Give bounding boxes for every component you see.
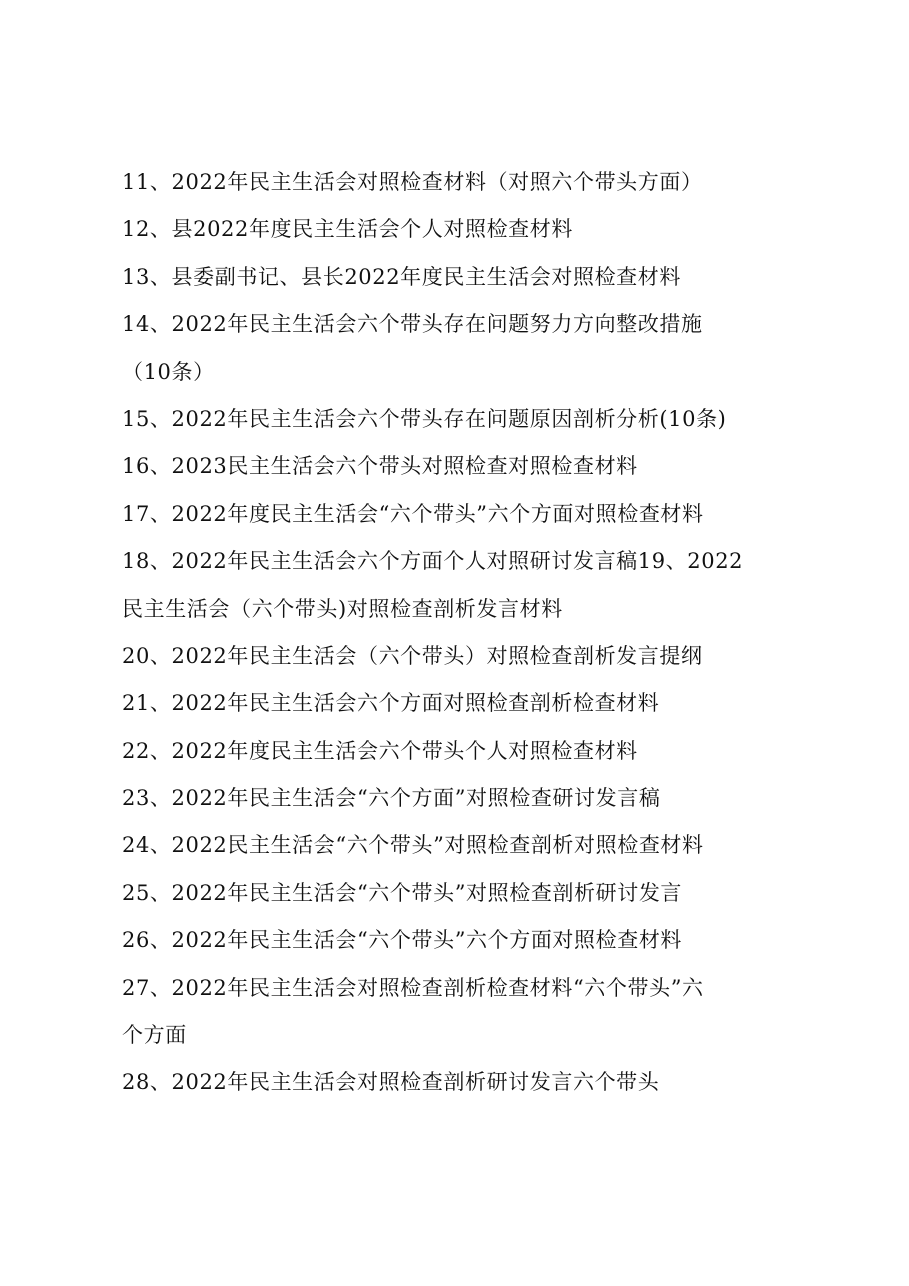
list-item-16: 16、2023民主生活会六个带头对照检查对照检查材料 xyxy=(122,454,638,479)
list-item-11: 11、2022年民主生活会对照检查材料（对照六个带头方面） xyxy=(122,170,703,194)
list-item-19-continued: 民主生活会（六个带头)对照检查剖析发言材料 xyxy=(122,596,563,621)
list-item-21: 21、2022年民主生活会六个方面对照检查剖析检查材料 xyxy=(122,691,660,716)
list-item-27-continued: 个方面 xyxy=(122,1023,187,1048)
list-item-25: 25、2022年民主生活会“六个带头”对照检查剖析研讨发言 xyxy=(122,880,683,905)
list-item-14: 14、2022年民主生活会六个带头存在问题努力方向整改措施 xyxy=(122,312,703,337)
document-list xyxy=(122,159,797,1107)
list-item-28: 28、2022年民主生活会对照检查剖析研讨发言六个带头 xyxy=(122,1070,660,1095)
list-item-26: 26、2022年民主生活会“六个带头”六个方面对照检查材料 xyxy=(122,928,683,953)
list-item-22: 22、2022年度民主生活会六个带头个人对照检查材料 xyxy=(122,738,638,763)
list-item-15: 15、2022年民主生活会六个带头存在问题原因剖析分析(10条) xyxy=(122,406,727,431)
list-item-24: 24、2022民主生活会“六个带头”对照检查剖析对照检查材料 xyxy=(122,833,704,858)
list-item-27: 27、2022年民主生活会对照检查剖析检查材料“六个带头”六 xyxy=(122,975,704,1000)
list-item-14-continued: （10条） xyxy=(122,359,215,384)
list-item-17: 17、2022年度民主生活会“六个带头”六个方面对照检查材料 xyxy=(122,501,704,526)
list-item-23: 23、2022年民主生活会“六个方面”对照检查研讨发言稿 xyxy=(122,786,661,811)
list-item-20: 20、2022年民主生活会（六个带头）对照检查剖析发言提纲 xyxy=(122,643,703,668)
list-item-12: 12、县2022年度民主生活会个人对照检查材料 xyxy=(122,217,573,242)
list-item-13: 13、县委副书记、县长2022年度民主生活会对照检查材料 xyxy=(122,264,681,289)
list-item-18: 18、2022年民主生活会六个方面个人对照研讨发言稿19、2022 xyxy=(122,549,744,574)
